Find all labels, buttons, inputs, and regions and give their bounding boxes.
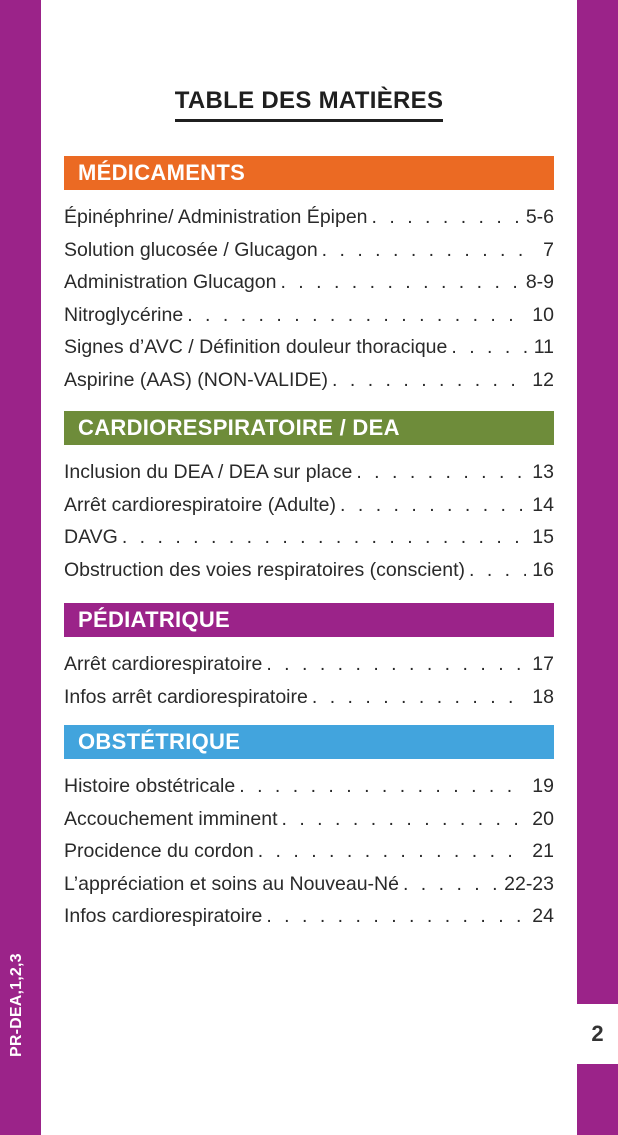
section-header-cardio: CARDIORESPIRATOIRE / DEA (64, 411, 554, 445)
toc-entry-page: 18 (532, 685, 554, 708)
leader-dots (258, 835, 527, 868)
toc-entry[interactable] (64, 868, 554, 901)
toc-entry-page: 21 (532, 840, 554, 862)
leader-dots (322, 234, 537, 267)
toc-entry[interactable] (64, 803, 554, 836)
toc-entry[interactable] (64, 648, 554, 681)
toc-entry-label: Histoire obstétricale (64, 775, 236, 797)
toc-entry-page: 19 (532, 775, 554, 797)
toc-entry-label: Infos arrêt cardiorespiratoire (64, 685, 308, 708)
leader-dots (469, 554, 526, 587)
leader-dots (403, 868, 498, 901)
section-header-obstetrique: OBSTÉTRIQUE (64, 725, 554, 759)
toc-entry[interactable] (64, 554, 554, 587)
toc-entry[interactable] (64, 364, 554, 397)
section-pediatrique (64, 603, 554, 713)
leader-dots (239, 770, 526, 803)
toc-entry[interactable] (64, 201, 554, 234)
toc-entry-label: Inclusion du DEA / DEA sur place (64, 461, 353, 483)
leader-dots (280, 266, 519, 299)
toc-entry-page: 10 (532, 303, 554, 326)
page-title-wrap (0, 87, 618, 122)
toc-entry-label: Arrêt cardiorespiratoire (64, 653, 263, 675)
toc-entry-label: Aspirine (AAS) (NON-VALIDE) (64, 368, 329, 391)
toc-entry-label: Arrêt cardiorespiratoire (Adulte) (64, 493, 337, 516)
toc-entry-page: 22-23 (504, 872, 554, 895)
toc-entry-page: 20 (532, 807, 554, 830)
section-medicaments (64, 156, 554, 396)
leader-dots (340, 489, 526, 522)
leader-dots (122, 521, 526, 554)
toc-entry[interactable] (64, 489, 554, 522)
toc-entry-page: 13 (532, 461, 554, 483)
toc-entry[interactable] (64, 681, 554, 714)
toc-entry[interactable] (64, 521, 554, 554)
toc-entry-page: 5-6 (525, 206, 554, 228)
document-code: PR-DEA,1,2,3 (8, 953, 25, 1057)
toc-entry[interactable] (64, 900, 554, 933)
toc-entry-label: Procidence du cordon (64, 840, 254, 862)
leader-dots (187, 299, 526, 332)
toc-entry[interactable] (64, 266, 554, 299)
toc-entry[interactable] (64, 234, 554, 267)
leader-dots (356, 456, 526, 489)
toc-entry-label: Épinéphrine/ Administration Épipen (64, 206, 368, 228)
toc-entry-page: 17 (532, 653, 554, 675)
toc-entry-label: Nitroglycérine (64, 303, 184, 326)
toc-entry[interactable] (64, 835, 554, 868)
page-number-box (577, 1004, 618, 1064)
toc-entry-label: Accouchement imminent (64, 807, 278, 830)
toc-entry-page: 16 (532, 558, 554, 581)
leader-dots (451, 331, 527, 364)
section-obstetrique (64, 725, 554, 933)
toc-entry-page: 11 (533, 336, 554, 358)
toc-entry-page: 15 (532, 526, 554, 548)
leader-dots (266, 648, 526, 681)
section-header-medicaments: MÉDICAMENTS (64, 156, 554, 190)
toc-entry-label: Administration Glucagon (64, 271, 277, 293)
toc-entry-label: Solution glucosée / Glucagon (64, 238, 318, 261)
toc-entry[interactable] (64, 770, 554, 803)
toc-entry[interactable] (64, 299, 554, 332)
toc-entry[interactable] (64, 331, 554, 364)
leader-dots (282, 803, 527, 836)
toc-entry[interactable] (64, 456, 554, 489)
toc-entry-page: 14 (532, 493, 554, 516)
toc-entry-page: 12 (532, 368, 554, 391)
toc-entry-page: 7 (543, 238, 554, 261)
left-frame-strip (0, 0, 41, 1135)
toc-entry-label: Obstruction des voies respiratoires (conscient) (64, 558, 465, 581)
page-number: 2 (591, 1021, 604, 1046)
leader-dots (332, 364, 526, 397)
page-title: TABLE DES MATIÈRES (175, 87, 444, 122)
leader-dots (312, 681, 526, 714)
toc-entry-label: Infos cardiorespiratoire (64, 905, 263, 927)
toc-entry-label: DAVG (64, 526, 118, 548)
toc-entry-label: Signes d’AVC / Définition douleur thoracique (64, 336, 448, 358)
leader-dots (266, 900, 526, 933)
toc-entry-page: 24 (532, 905, 554, 927)
section-cardio (64, 411, 554, 586)
leader-dots (372, 201, 520, 234)
toc-entry-label: L’appréciation et soins au Nouveau-Né (64, 872, 399, 895)
section-header-pediatrique: PÉDIATRIQUE (64, 603, 554, 637)
toc-entry-page: 8-9 (525, 271, 554, 293)
right-frame-strip (577, 0, 618, 1135)
